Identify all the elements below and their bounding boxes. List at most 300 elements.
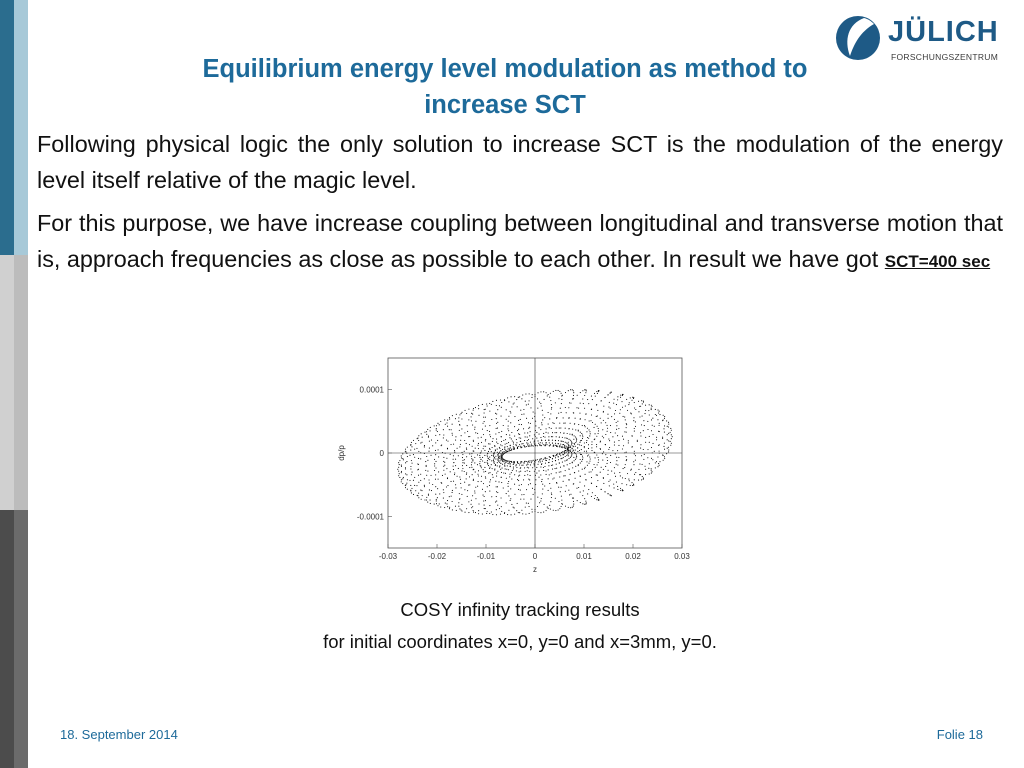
tracking-point-538 [508,421,509,422]
tracking-point-1082 [437,488,438,489]
tracking-point-1680 [557,453,558,454]
tracking-point-175 [640,406,641,407]
tracking-point-894 [469,444,470,445]
tracking-point-430 [534,442,535,443]
tracking-point-635 [494,446,495,447]
tracking-point-1518 [559,476,560,477]
tracking-point-694 [516,439,517,440]
tracking-point-511 [522,394,523,395]
tracking-point-1099 [472,460,473,461]
tracking-point-1718 [563,457,564,458]
tracking-point-1042 [485,471,486,472]
tracking-point-1483 [551,473,552,474]
tracking-point-669 [489,448,490,449]
tracking-point-252 [569,434,570,435]
tracking-point-1873 [662,438,663,439]
tracking-point-1800 [657,466,658,467]
tracking-point-651 [484,409,485,410]
tracking-point-624 [523,428,524,429]
tracking-point-403 [561,412,562,413]
tracking-point-178 [619,413,620,414]
tracking-point-1076 [488,473,489,474]
tracking-point-211 [622,407,623,408]
tracking-point-927 [457,448,458,449]
tracking-point-1710 [580,454,581,455]
tracking-point-1033 [487,455,488,456]
tracking-point-0 [672,436,673,437]
tracking-point-641 [472,425,473,426]
tracking-point-627 [524,440,525,441]
tracking-point-723 [489,425,490,426]
tracking-point-885 [402,453,403,454]
tracking-point-1682 [556,455,557,456]
tracking-point-391 [545,442,546,443]
tracking-point-1791 [597,464,598,465]
tracking-point-305 [617,399,618,400]
tracking-point-53 [570,451,571,452]
tracking-point-1473 [527,467,528,468]
tracking-point-97 [645,437,646,438]
tracking-point-385 [569,417,570,418]
tracking-point-1019 [399,477,400,478]
tracking-point-1562 [584,504,585,505]
tracking-point-1284 [501,497,502,498]
tracking-point-1070 [502,458,503,459]
tracking-point-1770 [652,459,653,460]
tracking-point-138 [657,409,658,410]
tracking-point-1586 [570,474,571,475]
tracking-point-578 [489,403,490,404]
tracking-point-1893 [598,457,599,458]
tracking-point-909 [453,466,454,467]
tracking-point-367 [563,423,564,424]
tracking-point-1067 [487,456,488,457]
tracking-point-851 [407,447,408,448]
tracking-point-1903 [670,445,671,446]
tracking-point-1156 [427,502,428,503]
tracking-point-108 [642,416,643,417]
tracking-point-206 [643,400,644,401]
tracking-point-1280 [517,479,518,480]
tracking-point-1597 [596,499,597,500]
tracking-point-1560 [586,502,587,503]
tracking-point-1276 [519,464,520,465]
tracking-point-358 [546,444,547,445]
tracking-point-1739 [626,459,627,460]
tracking-point-185 [568,439,569,440]
y-tick-label-1: 0 [379,449,384,458]
tracking-point-1477 [533,460,534,461]
tracking-point-1653 [572,467,573,468]
tracking-point-637 [485,440,486,441]
tracking-point-64 [656,439,657,440]
tracking-point-1524 [573,501,574,502]
caption-line-2: for initial coordinates x=0, y=0 and x=3mm, y=0. [323,631,717,652]
tracking-point-238 [631,400,632,401]
tracking-point-330 [559,437,560,438]
tracking-point-1338 [504,466,505,467]
tracking-point-663 [517,447,518,448]
tracking-point-721 [475,421,476,422]
tracking-point-456 [548,432,549,433]
tracking-point-452 [558,413,559,414]
tracking-point-167 [647,421,648,422]
tracking-point-35 [670,428,671,429]
tracking-point-1358 [496,514,497,515]
tracking-point-1471 [527,474,528,475]
tracking-point-1650 [558,459,559,460]
tracking-point-634 [499,448,500,449]
tracking-point-1630 [611,495,612,496]
tracking-point-713 [447,420,448,421]
tracking-point-1702 [635,472,636,473]
tracking-point-15 [571,444,572,445]
tracking-point-1707 [602,460,603,461]
tracking-point-393 [541,445,542,446]
tracking-point-1901 [664,449,665,450]
tracking-point-1081 [446,486,447,487]
tracking-point-1177 [505,473,506,474]
tracking-point-764 [510,447,511,448]
tracking-point-146 [605,422,606,423]
tracking-point-263 [580,435,581,436]
tracking-point-856 [437,440,438,441]
tracking-point-1492 [559,508,560,509]
tracking-point-462 [530,446,531,447]
tracking-point-1769 [656,461,657,462]
tracking-point-1143 [501,472,502,473]
tracking-point-1317 [514,494,515,495]
tracking-point-1311 [524,467,525,468]
tracking-point-1263 [461,494,462,495]
tracking-point-1297 [472,495,473,496]
tracking-point-59 [612,450,613,451]
tracking-point-1165 [461,470,462,471]
tracking-point-248 [596,416,597,417]
tracking-point-459 [538,443,539,444]
tracking-point-1271 [500,463,501,464]
tracking-point-82 [576,439,577,440]
tracking-point-96 [637,440,638,441]
tracking-point-1395 [516,510,517,511]
tracking-point-294 [558,443,559,444]
tracking-point-1616 [555,460,556,461]
tracking-point-1169 [491,460,492,461]
tracking-point-1744 [586,451,587,452]
tracking-point-1900 [659,451,660,452]
tracking-point-1186 [445,503,446,504]
tracking-point-827 [485,439,486,440]
tracking-point-1832 [655,462,656,463]
tracking-point-846 [418,451,419,452]
tracking-point-442 [550,393,551,394]
tracking-point-551 [528,404,529,405]
tracking-point-1736 [644,466,645,467]
x-tick-label-2: -0.01 [476,552,496,561]
tracking-point-571 [497,428,498,429]
tracking-point-928 [466,447,467,448]
tracking-point-467 [527,432,528,433]
tracking-point-70 [666,420,667,421]
tracking-point-742 [447,441,448,442]
tracking-point-41 [635,426,636,427]
tracking-point-458 [541,440,542,441]
tracking-point-1005 [499,462,500,463]
tracking-point-612 [475,407,476,408]
tracking-point-1876 [640,435,641,436]
tracking-point-1488 [561,496,562,497]
tracking-point-1063 [453,462,454,463]
tracking-point-1096 [446,468,447,469]
tracking-point-1131 [458,468,459,469]
tracking-point-514 [532,394,533,395]
tracking-point-1886 [568,448,569,449]
tracking-point-1339 [509,463,510,464]
tracking-point-1344 [526,465,527,466]
tracking-point-1351 [523,494,524,495]
tracking-point-1573 [555,468,556,469]
tracking-point-1581 [549,459,550,460]
tracking-point-1089 [410,490,411,491]
tracking-point-250 [582,425,583,426]
tracking-point-1182 [474,493,475,494]
tracking-point-1210 [512,470,513,471]
tracking-point-347 [592,399,593,400]
tracking-point-311 [608,394,609,395]
tracking-point-1593 [597,497,598,498]
tracking-point-1625 [601,489,602,490]
tracking-point-991 [417,463,418,464]
tracking-point-1237 [497,462,498,463]
tracking-point-1851 [569,447,570,448]
tracking-point-1126 [424,486,425,487]
tracking-point-47 [582,438,583,439]
tracking-point-1572 [559,472,560,473]
tracking-point-223 [559,446,560,447]
tracking-point-145 [614,419,615,420]
tracking-point-1369 [501,477,502,478]
tracking-point-1482 [548,469,549,470]
tracking-point-275 [622,394,623,395]
tracking-point-1669 [620,475,621,476]
tracking-point-1102 [494,457,495,458]
tracking-point-266 [601,422,602,423]
tracking-point-1314 [523,479,524,480]
tracking-point-862 [488,443,489,444]
tracking-point-1287 [484,508,485,509]
tracking-point-1717 [560,455,561,456]
tracking-point-1849 [577,444,578,445]
tracking-point-1130 [450,471,451,472]
tracking-point-491 [540,437,541,438]
tracking-point-1355 [508,510,509,511]
tracking-point-253 [564,437,565,438]
tracking-point-487 [549,418,550,419]
tracking-point-889 [424,446,425,447]
tracking-point-469 [530,423,531,424]
tracking-point-780 [426,434,427,435]
tracking-point-1846 [600,441,601,442]
logo-name: JÜLICH [888,16,999,48]
tracking-point-1500 [551,494,552,495]
tracking-point-1787 [570,457,571,458]
tracking-point-1623 [591,483,592,484]
tracking-point-572 [496,423,497,424]
tracking-point-292 [553,446,554,447]
tracking-point-1087 [407,489,408,490]
tracking-point-1863 [635,460,636,461]
tracking-point-1502 [544,485,545,486]
body-text [37,126,1003,280]
tracking-point-1659 [609,485,610,486]
tracking-point-24 [605,454,606,455]
tracking-point-1403 [509,476,510,477]
tracking-point-643 [471,416,472,417]
tracking-point-925 [438,449,439,450]
tracking-point-1746 [573,450,574,451]
tracking-point-824 [461,435,462,436]
tracking-point-326 [549,445,550,446]
tracking-point-576 [499,405,500,406]
tracking-point-380 [584,395,585,396]
tracking-point-136 [658,412,659,413]
tracking-point-626 [525,436,526,437]
tracking-point-1772 [641,455,642,456]
tracking-point-1388 [525,507,526,508]
tracking-point-1450 [548,478,549,479]
tracking-point-386 [565,423,566,424]
tracking-point-580 [496,400,497,401]
tracking-point-1328 [485,508,486,509]
tracking-point-819 [422,437,423,438]
tracking-point-113 [598,428,599,429]
tracking-point-65 [662,437,663,438]
tracking-point-1009 [475,472,476,473]
tracking-point-640 [474,429,475,430]
tracking-point-958 [426,456,427,457]
tracking-point-111 [616,422,617,423]
tracking-point-76 [626,423,627,424]
tracking-point-1396 [514,507,515,508]
tracking-point-825 [469,436,470,437]
tracking-point-1266 [473,480,474,481]
tracking-point-784 [424,432,425,433]
tracking-point-1238 [502,461,503,462]
side-bar-light-blue [14,0,28,255]
tracking-point-994 [443,457,444,458]
tracking-point-1359 [492,514,493,515]
tracking-point-1651 [562,462,563,463]
tracking-point-1700 [642,476,643,477]
tracking-point-1550 [556,468,557,469]
tracking-point-1536 [556,483,557,484]
tracking-point-1100 [480,459,481,460]
tracking-point-1265 [468,485,469,486]
tracking-point-1799 [655,467,656,468]
tracking-point-1546 [543,459,544,460]
tracking-point-908 [462,465,463,466]
tracking-point-1885 [570,446,571,447]
tracking-point-102 [664,418,665,419]
tracking-point-1880 [603,437,604,438]
tracking-point-1429 [531,509,532,510]
tracking-point-370 [578,408,579,409]
tracking-point-1053 [402,483,403,484]
tracking-point-1400 [508,491,509,492]
tracking-point-240 [633,397,634,398]
tracking-point-1806 [647,449,648,450]
tracking-point-1050 [416,485,417,486]
tracking-point-1129 [442,475,443,476]
tracking-point-1870 [671,443,672,444]
tracking-point-1674 [586,461,587,462]
tracking-point-935 [502,455,503,456]
tracking-point-568 [503,440,504,441]
tracking-point-297 [572,434,573,435]
tracking-point-1811 [605,444,606,445]
tracking-point-288 [558,440,559,441]
tracking-point-567 [506,443,507,444]
tracking-point-1840 [652,443,653,444]
tracking-point-1545 [541,458,542,459]
tracking-point-1245 [514,474,515,475]
tracking-point-835 [499,456,500,457]
tracking-point-1479 [538,461,539,462]
tracking-point-1365 [496,496,497,497]
tracking-point-228 [580,440,581,441]
tracking-point-864 [499,447,500,448]
tracking-point-420 [559,423,560,424]
tracking-point-1147 [475,487,476,488]
tracking-point-1564 [594,498,595,499]
tracking-point-774 [454,450,455,451]
tracking-point-421 [556,428,557,429]
tracking-point-1857 [582,457,583,458]
tracking-point-48 [576,441,577,442]
tracking-point-129 [623,439,624,440]
paragraph-2 [37,205,1003,280]
tracking-point-692 [511,432,512,433]
tracking-point-926 [447,448,448,449]
tracking-point-1481 [544,466,545,467]
tracking-point-440 [558,398,559,399]
tracking-point-1083 [429,489,430,490]
tracking-point-1865 [651,458,652,459]
tracking-point-303 [608,407,609,408]
tracking-point-352 [570,423,571,424]
tracking-point-164 [626,432,627,433]
tracking-point-1437 [518,475,519,476]
x-tick-label-3: 0 [532,552,538,561]
tracking-point-348 [588,403,589,404]
tracking-point-1286 [489,505,490,506]
tracking-point-115 [582,435,583,436]
tracking-point-547 [514,396,515,397]
tracking-point-298 [578,430,579,431]
tracking-point-396 [540,442,541,443]
tracking-point-422 [552,432,553,433]
tracking-point-202 [644,413,645,414]
tracking-point-1049 [424,485,425,486]
tracking-point-805 [474,457,475,458]
tracking-point-656 [510,422,511,423]
tracking-point-619 [506,409,507,410]
tracking-point-1768 [658,463,659,464]
tracking-point-929 [475,448,476,449]
tracking-point-1694 [621,483,622,484]
tracking-point-1556 [580,492,581,493]
tracking-point-1447 [540,467,541,468]
